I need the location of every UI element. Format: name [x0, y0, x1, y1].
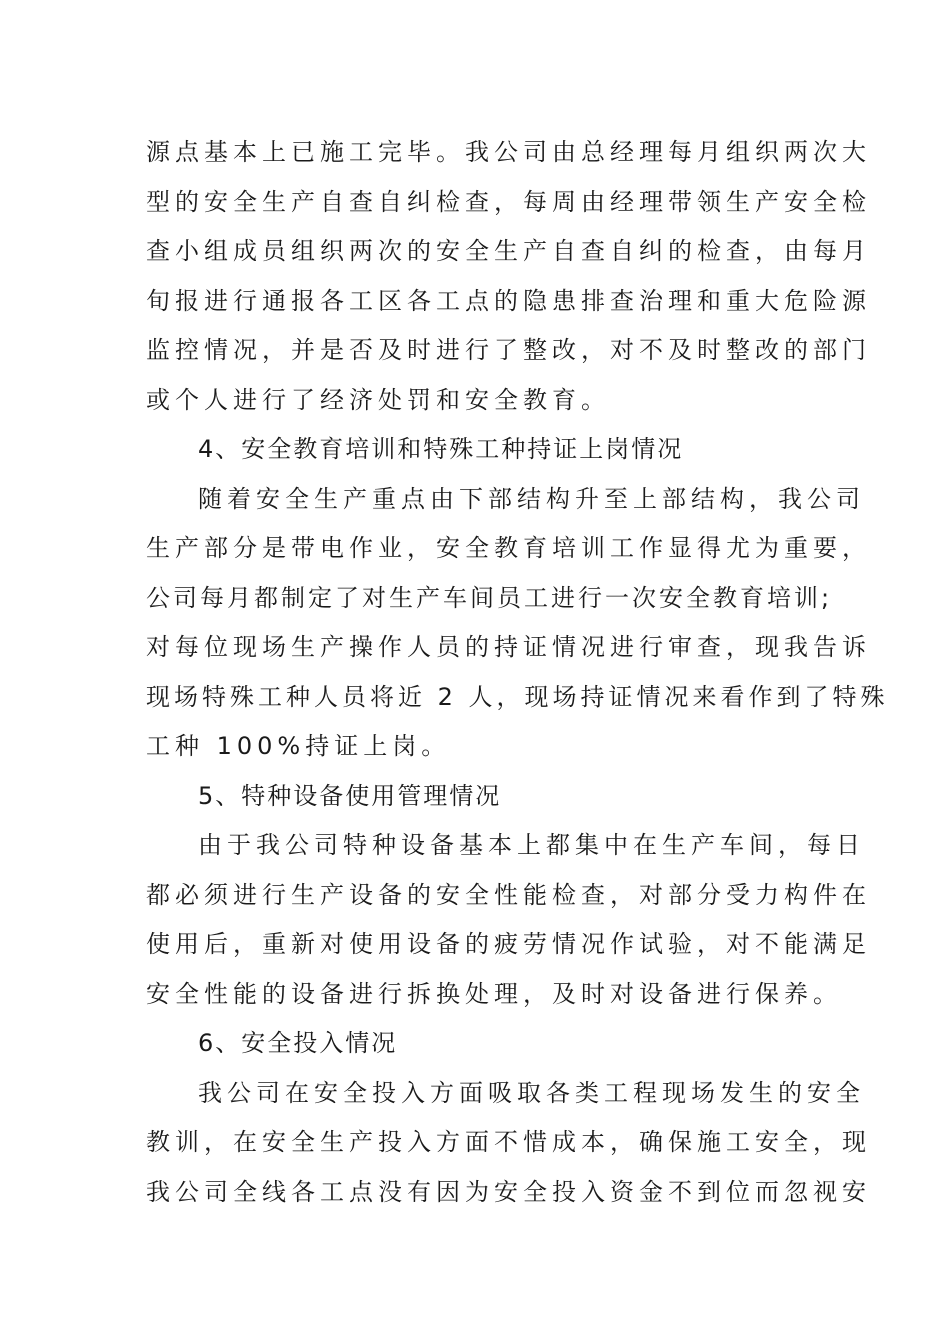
paragraph-line: 旬报进行通报各工区各工点的隐患排查治理和重大危险源: [146, 286, 871, 315]
paragraph-line: 源点基本上已施工完毕。我公司由总经理每月组织两次大: [146, 138, 871, 166]
paragraph-line: 安全性能的设备进行拆换处理，及时对设备进行保养。: [146, 979, 842, 1008]
section-heading: 5、特种设备使用管理情况: [198, 781, 502, 810]
paragraph-line: 监控情况，并是否及时进行了整改，对不及时整改的部门: [146, 336, 871, 364]
paragraph-line: 随着安全生产重点由下部结构升至上部结构，我公司: [198, 484, 865, 513]
paragraph-line: 或个人进行了经济处罚和安全教育。: [146, 385, 610, 414]
paragraph-line: 我公司全线各工点没有因为安全投入资金不到位而忽视安: [146, 1177, 871, 1206]
paragraph-line: 对每位现场生产操作人员的持证情况进行审查，现我告诉: [146, 633, 871, 661]
paragraph-line: 查小组成员组织两次的安全生产自查自纠的检查，由每月: [146, 237, 871, 265]
section-heading: 4、安全教育培训和特殊工种持证上岗情况: [198, 435, 684, 463]
section-heading: 6、安全投入情况: [198, 1029, 398, 1057]
paragraph-line: 型的安全生产自查自纠检查，每周由经理带领生产安全检: [146, 187, 871, 216]
document-body: [146, 128, 889, 1217]
paragraph-line: 工种 100%持证上岗。: [146, 732, 451, 760]
paragraph-line: 都必须进行生产设备的安全性能检查，对部分受力构件在: [146, 880, 871, 909]
paragraph-line: 生产部分是带电作业，安全教育培训工作显得尤为重要，: [146, 534, 871, 562]
paragraph-line: 公司每月都制定了对生产车间员工进行一次安全教育培训;: [146, 583, 833, 612]
paragraph-line: 我公司在安全投入方面吸取各类工程现场发生的安全: [198, 1078, 865, 1107]
paragraph-line: 由于我公司特种设备基本上都集中在生产车间，每日: [198, 831, 865, 859]
paragraph-line: 现场特殊工种人员将近 2 人，现场持证情况来看作到了特殊: [146, 682, 889, 711]
paragraph-line: 使用后，重新对使用设备的疲劳情况作试验，对不能满足: [146, 930, 871, 958]
paragraph-line: 教训，在安全生产投入方面不惜成本，确保施工安全，现: [146, 1128, 871, 1156]
